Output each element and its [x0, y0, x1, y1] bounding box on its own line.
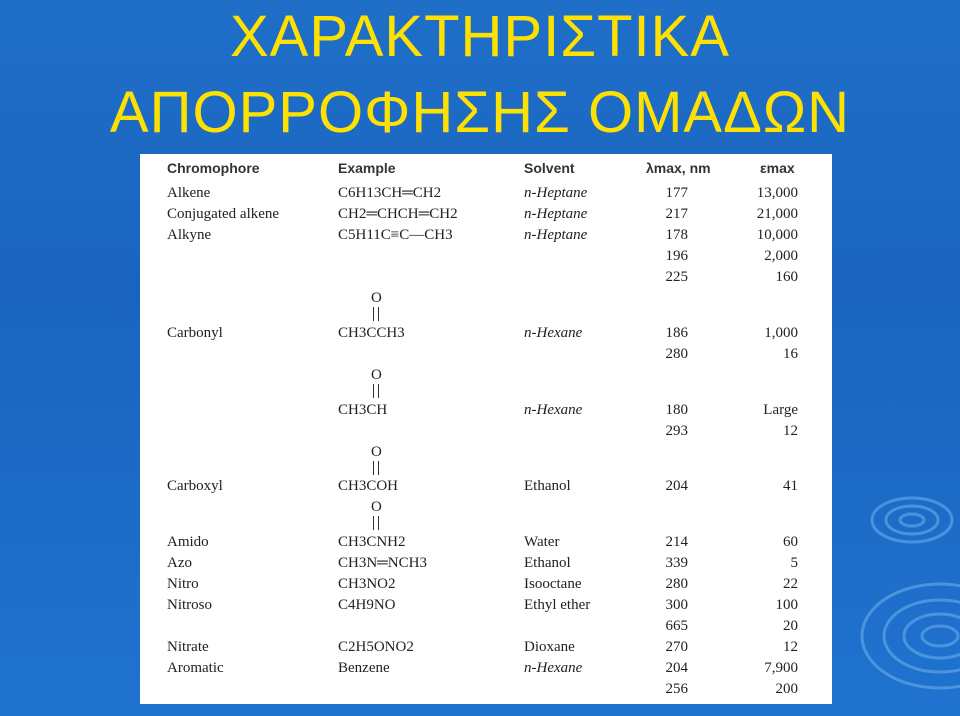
row-example: CH3COH [338, 478, 399, 494]
header-example: Example [338, 160, 396, 176]
row-solvent: n-Hexane [524, 325, 583, 341]
row-chromophore: Conjugated alkene [167, 206, 280, 222]
row-epsilon-max: 41 [783, 478, 798, 494]
row-solvent: Isooctane [524, 576, 582, 592]
row-example: C2H5ONO2 [338, 639, 414, 655]
header-epsilon-max: εmax [760, 160, 795, 176]
row-epsilon-max: 10,000 [756, 227, 798, 243]
row-epsilon-max: 100 [775, 597, 798, 613]
row-epsilon-max: 7,900 [764, 660, 798, 676]
row-example: CH2═CHCH═CH2 [338, 206, 458, 222]
row-solvent: n-Hexane [524, 660, 583, 676]
row-chromophore: Nitro [167, 576, 199, 592]
ripple-decoration-icon [860, 486, 960, 716]
row-epsilon-max: 12 [783, 423, 798, 439]
row-lambda-max: 300 [665, 597, 688, 613]
row-epsilon-max: 12 [783, 639, 798, 655]
row-epsilon-max: 21,000 [756, 206, 798, 222]
header-lambda-max: λmax, nm [646, 160, 711, 176]
row-example: CH3CNH2 [338, 534, 406, 550]
row-epsilon-max: 1,000 [764, 325, 798, 341]
row-chromophore: Amido [167, 534, 209, 550]
row-chromophore: Azo [167, 555, 192, 571]
row-example: O [371, 499, 382, 515]
row-chromophore: Nitroso [167, 597, 212, 613]
row-example: C6H13CH═CH2 [338, 185, 442, 201]
row-lambda-max: 270 [665, 639, 688, 655]
row-epsilon-max: 5 [790, 555, 798, 571]
carbonyl-double-bond [373, 384, 379, 398]
carbonyl-double-bond [373, 307, 379, 321]
row-solvent: n-Heptane [524, 206, 588, 222]
row-solvent: n-Hexane [524, 402, 583, 418]
row-lambda-max: 217 [665, 206, 688, 222]
row-lambda-max: 177 [665, 185, 688, 201]
row-example: O [371, 367, 382, 383]
row-lambda-max: 204 [665, 660, 688, 676]
row-chromophore: Alkene [167, 185, 211, 201]
row-lambda-max: 665 [665, 618, 688, 634]
slide-title-line-1: ΧΑΡΑΚΤΗΡΙΣΤΙΚΑ [229, 4, 730, 69]
row-epsilon-max: 160 [775, 269, 798, 285]
row-epsilon-max: 20 [783, 618, 798, 634]
row-lambda-max: 280 [665, 576, 688, 592]
row-epsilon-max: Large [763, 402, 798, 418]
row-chromophore: Carboxyl [167, 478, 223, 494]
row-lambda-max: 256 [665, 681, 688, 697]
header-solvent: Solvent [524, 160, 575, 176]
row-solvent: Ethyl ether [524, 597, 591, 613]
row-lambda-max: 339 [665, 555, 688, 571]
row-lambda-max: 293 [665, 423, 688, 439]
row-chromophore: Carbonyl [167, 325, 223, 341]
carbonyl-double-bond [373, 516, 379, 530]
row-solvent: Dioxane [524, 639, 575, 655]
row-solvent: Ethanol [524, 478, 571, 494]
row-example: CH3N═NCH3 [338, 555, 427, 571]
row-chromophore: Alkyne [167, 227, 212, 243]
row-lambda-max: 186 [665, 325, 688, 341]
absorption-table [140, 154, 832, 704]
slide-title-line-2: ΑΠΟΡΡΟΦΗΣΗΣ ΟΜΑΔΩΝ [109, 80, 851, 145]
row-example: CH3CH [338, 402, 388, 418]
row-chromophore: Aromatic [167, 660, 224, 676]
row-epsilon-max: 60 [783, 534, 798, 550]
row-solvent: n-Heptane [524, 185, 588, 201]
row-solvent: Ethanol [524, 555, 571, 571]
row-lambda-max: 180 [665, 402, 688, 418]
row-chromophore: Nitrate [167, 639, 209, 655]
row-lambda-max: 225 [665, 269, 688, 285]
row-example: Benzene [338, 660, 390, 676]
row-epsilon-max: 200 [775, 681, 798, 697]
row-epsilon-max: 22 [783, 576, 798, 592]
row-solvent: Water [524, 534, 560, 550]
row-example: O [371, 290, 382, 306]
header-chromophore: Chromophore [167, 160, 260, 176]
row-example: C4H9NO [338, 597, 396, 613]
row-lambda-max: 214 [665, 534, 688, 550]
row-example: O [371, 444, 382, 460]
carbonyl-double-bond [373, 461, 379, 475]
row-epsilon-max: 13,000 [756, 185, 798, 201]
row-lambda-max: 196 [665, 248, 688, 264]
row-epsilon-max: 16 [783, 346, 798, 362]
row-solvent: n-Heptane [524, 227, 588, 243]
row-lambda-max: 280 [665, 346, 688, 362]
row-example: CH3CCH3 [338, 325, 405, 341]
row-lambda-max: 204 [665, 478, 688, 494]
row-example: CH3NO2 [338, 576, 396, 592]
row-lambda-max: 178 [665, 227, 688, 243]
row-example: C5H11C≡C—CH3 [338, 227, 453, 243]
row-epsilon-max: 2,000 [764, 248, 798, 264]
